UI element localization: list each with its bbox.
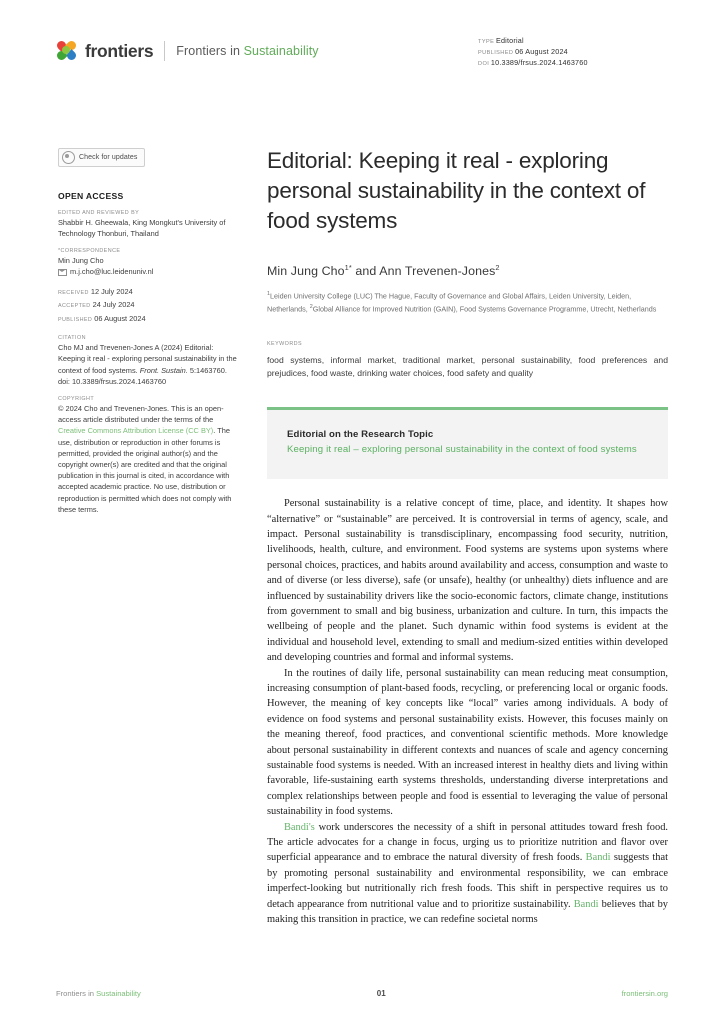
footer-website-link[interactable]: frontiersin.org	[621, 989, 668, 998]
research-topic-box	[267, 407, 668, 479]
page-title: Editorial: Keeping it real - exploring personal sustainability in the context of food systems	[267, 148, 646, 233]
citation-link-bandi-2[interactable]: Bandi	[585, 852, 611, 864]
keywords-label: KEYWORDS	[267, 341, 303, 348]
citation-block	[58, 335, 242, 387]
edited-by-block	[58, 210, 242, 239]
crossmark-icon	[62, 151, 75, 164]
correspondence-email: m.j.cho@luc.leidenuniv.nl	[70, 267, 154, 276]
author-list: Min Jung Cho$^{1*}$ and Ann Trevenen-Jones$^2$	[267, 263, 500, 279]
frontiers-logo-icon	[56, 40, 78, 62]
citation-link-bandi-3[interactable]: Bandi	[573, 898, 599, 910]
meta-published: PUBLISHED 06 August 2024	[478, 47, 568, 56]
page-header	[56, 36, 668, 82]
article-sidebar	[58, 148, 242, 515]
brand-divider	[164, 41, 165, 61]
citation-text: Cho MJ and Trevenen-Jones A (2024) Editorial: Keeping it real - exploring personal sustainability in the context of food systems. Front. Sustain. 5:1463760. doi: 10.3389/frsus.2024.1463760	[58, 342, 242, 387]
footer-journal: Frontiers in Sustainability	[56, 989, 141, 998]
correspondence-block	[58, 248, 242, 277]
edited-by-label: EDITED AND REVIEWED BY	[58, 210, 140, 216]
paragraph-3: Bandi's work underscores the necessity of a shift in personal attitudes toward fresh food. The article advocates for a change in focus, urging us to prioritize nutrition and flavor over superficial appearance and to embrace the natural diversity of fresh foods. Bandi suggests that by promoting personal sustainability and environmental responsibility, we can embrace imperfect-looking but nutritionally rich fresh foods. This shift in perspective requires us to detach appearance from nutritional value and to prioritize sustainability. Bandi believes that by making this transition in practice, we can redefine societal norms	[267, 821, 669, 926]
meta-doi: DOI 10.3389/frsus.2024.1463760	[478, 58, 588, 67]
paragraph-2: In the routines of daily life, personal sustainability can mean reducing meat consumption, increasing consumption of plant-based foods, recycling, or preferencing local or organic foods. However, the meaning of key concepts like “local” varies among individuals. A body of evidence on food systems and personal sustainability exists. However, this focuses mainly on the meaning thereof, food practices, and conventional scientific methods. More knowledge about personal sustainability in different contexts and nuances of scale and agency concerning sustainable food systems is needed. With an increased interest in healthy diets and living within favorable, life-sustaining earth systems thresholds, understanding diverse interpretations and complex relationships between people and food is essential to leveraging the value of personal sustainability in food systems.	[267, 667, 668, 818]
article-meta	[478, 36, 668, 69]
published-row: PUBLISHED 06 August 2024	[58, 313, 146, 323]
received-row: RECEIVED 12 July 2024	[58, 287, 133, 296]
affiliations: $^1$Leiden University College (LUC) The Hague, Faculty of Governance and Global Affairs, Leiden University, Leiden, Netherlands, $^2$Global Alliance for Improved Nutrition (GAIN), Food Systems Governance Programme, Utrecht, Netherlands	[267, 291, 657, 314]
frontiers-wordmark: frontiers	[85, 40, 154, 61]
edited-by-value: Shabbir H. Gheewala, King Mongkut's University of Technology Thonburi, Thailand	[58, 218, 226, 238]
journal-brand	[56, 40, 319, 62]
keywords-text: food systems, informal market, traditional market, personal sustainability, food preferences and prejudices, food waste, drinking water choices, food safety and quality	[267, 355, 668, 379]
journal-name: Frontiers in Sustainability	[176, 44, 319, 58]
accepted-row: ACCEPTED 24 July 2024	[58, 300, 135, 310]
correspondence-label: *CORRESPONDENCE	[58, 248, 121, 254]
copyright-label: COPYRIGHT	[58, 396, 95, 403]
correspondence-email-row[interactable]	[58, 266, 242, 277]
citation-link-bandi-1[interactable]: Bandi's	[284, 821, 315, 833]
research-topic-link[interactable]: Keeping it real – exploring personal sustainability in the context of food systems	[287, 444, 637, 456]
page-footer	[56, 989, 668, 998]
envelope-icon	[58, 269, 67, 276]
citation-label: CITATION	[58, 335, 86, 342]
check-for-updates-button[interactable]	[58, 148, 145, 167]
check-for-updates-label: Check for updates	[79, 154, 138, 161]
copyright-block	[58, 396, 242, 515]
research-topic-heading: Editorial on the Research Topic	[287, 429, 434, 441]
open-access-label: OPEN ACCESS	[58, 191, 124, 201]
correspondence-name: Min Jung Cho	[58, 256, 104, 265]
copyright-text: © 2024 Cho and Trevenen-Jones. This is an open-access article distributed under the terms of the Creative Commons Attribution License (CC BY). The use, distribution or reproduction in other forums is permitted, provided the original author(s) and the copyright owner(s) are credited and that the original publication in this journal is cited, in accordance with accepted academic practice. No use, distribution or reproduction is permitted which does not comply with these terms.	[58, 404, 232, 514]
article-main	[267, 146, 668, 927]
paragraph-1: Personal sustainability is a relative concept of time, place, and identity. It shapes how “alternative” or “sustainable” are perceived. It is controversial in terms of agency, scale, and impact. Personal sustainability is transdisciplinary, encompassing food security, nutrition, livelihoods, health, culture, and environment. Food systems are systems upon systems where personal choices, practices, and habits around availability and access, consumption and waste to and of diverse (or less diverse), safe (or unsafe), healthy (or unhealthy) diets influence and are influenced by sustainability drivers like the socio-economic factors, climate change, institutions from government to small and big business, urbanization and culture. In turn, this impacts the wellbeing of people and the planet. Such dynamic within food systems is evident at the individual and household level, extending to small and medium-sized entities within developed and developing countries and formal and informal systems.	[267, 498, 668, 664]
cc-license-link[interactable]: Creative Commons Attribution License (CC BY)	[58, 426, 214, 436]
footer-page-number: 01	[376, 989, 386, 998]
meta-type: TYPE Editorial	[478, 36, 524, 45]
dates-block	[58, 286, 242, 326]
citation-doi: doi: 10.3389/frsus.2024.1463760	[58, 376, 167, 386]
article-body	[267, 496, 668, 927]
